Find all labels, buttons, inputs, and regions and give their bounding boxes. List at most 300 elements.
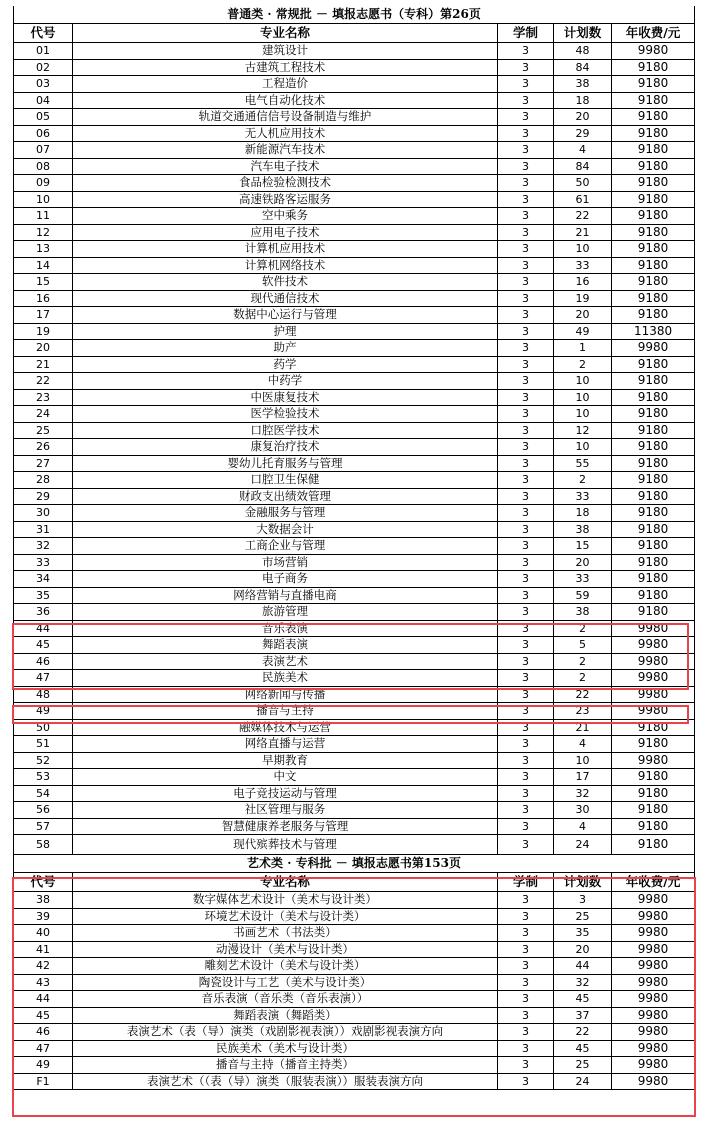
major-name-cell: 雕刻艺术设计（美术与设计类）	[73, 958, 498, 975]
plan-count-cell: 5	[554, 637, 612, 654]
duration-cell: 3	[498, 769, 554, 786]
annual-fee-cell: 9180	[612, 488, 695, 505]
duration-cell: 3	[498, 191, 554, 208]
duration-cell: 3	[498, 373, 554, 390]
annual-fee-cell: 9980	[612, 1040, 695, 1057]
duration-cell: 3	[498, 158, 554, 175]
annual-fee-cell: 9180	[612, 389, 695, 406]
code-cell: 30	[14, 505, 73, 522]
code-cell: 09	[14, 175, 73, 192]
duration-cell: 3	[498, 653, 554, 670]
major-name-cell: 民族美术（美术与设计类）	[73, 1040, 498, 1057]
table-row	[14, 224, 695, 241]
major-name-cell: 表演艺术（（表（导）演类（服装表演））服装表演方向	[73, 1073, 498, 1090]
code-cell: 33	[14, 554, 73, 571]
duration-cell: 3	[498, 958, 554, 975]
table-row	[14, 208, 695, 225]
major-name-cell: 古建筑工程技术	[73, 59, 498, 76]
code-cell: 11	[14, 208, 73, 225]
major-name-cell: 口腔卫生保健	[73, 472, 498, 489]
major-name-cell: 高速铁路客运服务	[73, 191, 498, 208]
annual-fee-cell: 9980	[612, 637, 695, 654]
annual-fee-cell: 9980	[612, 892, 695, 909]
code-cell: 50	[14, 719, 73, 736]
duration-cell: 3	[498, 554, 554, 571]
plan-count-cell: 18	[554, 505, 612, 522]
table-row	[14, 43, 695, 60]
major-name-cell: 融媒体技术与运营	[73, 719, 498, 736]
code-cell: 22	[14, 373, 73, 390]
table-row	[14, 323, 695, 340]
major-name-cell: 现代通信技术	[73, 290, 498, 307]
code-cell: 46	[14, 1024, 73, 1041]
plan-count-cell: 17	[554, 769, 612, 786]
annual-fee-cell: 9980	[612, 1073, 695, 1090]
major-name-cell: 播音与主持	[73, 703, 498, 720]
duration-cell: 3	[498, 323, 554, 340]
annual-fee-cell: 9180	[612, 472, 695, 489]
plan-count-cell: 20	[554, 109, 612, 126]
code-cell: 56	[14, 802, 73, 819]
code-cell: 41	[14, 941, 73, 958]
plan-count-cell: 84	[554, 158, 612, 175]
code-cell: 38	[14, 892, 73, 909]
plan-count-cell: 38	[554, 604, 612, 621]
annual-fee-cell: 9180	[612, 59, 695, 76]
plan-count-cell: 33	[554, 571, 612, 588]
annual-fee-cell: 9180	[612, 274, 695, 291]
duration-cell: 3	[498, 142, 554, 159]
annual-fee-cell: 9180	[612, 109, 695, 126]
duration-cell: 3	[498, 892, 554, 909]
annual-fee-header: 年收费/元	[612, 24, 695, 43]
code-cell: 28	[14, 472, 73, 489]
duration-cell: 3	[498, 670, 554, 687]
table-row	[14, 769, 695, 786]
annual-fee-cell: 9180	[612, 290, 695, 307]
plan-count-cell: 37	[554, 1007, 612, 1024]
annual-fee-cell: 9180	[612, 142, 695, 159]
plan-count-cell: 48	[554, 43, 612, 60]
annual-fee-cell: 9980	[612, 653, 695, 670]
duration-cell: 3	[498, 92, 554, 109]
code-cell: 24	[14, 406, 73, 423]
major-name-cell: 汽车电子技术	[73, 158, 498, 175]
major-name-cell: 金融服务与管理	[73, 505, 498, 522]
major-name-cell: 表演艺术	[73, 653, 498, 670]
major-name-cell: 陶瓷设计与工艺（美术与设计类）	[73, 974, 498, 991]
annual-fee-cell: 9980	[612, 1007, 695, 1024]
major-name-cell: 中药学	[73, 373, 498, 390]
major-name-cell: 护理	[73, 323, 498, 340]
plan-count-cell: 44	[554, 958, 612, 975]
duration-cell: 3	[498, 224, 554, 241]
annual-fee-cell: 9980	[612, 752, 695, 769]
duration-cell: 3	[498, 521, 554, 538]
major-name-cell: 计算机网络技术	[73, 257, 498, 274]
annual-fee-cell: 9980	[612, 43, 695, 60]
annual-fee-header: 年收费/元	[612, 873, 695, 892]
major-name-header: 专业名称	[73, 873, 498, 892]
code-cell: 27	[14, 455, 73, 472]
annual-fee-cell: 9180	[612, 307, 695, 324]
code-cell: 43	[14, 974, 73, 991]
code-cell: 29	[14, 488, 73, 505]
code-cell: 02	[14, 59, 73, 76]
table-row	[14, 389, 695, 406]
code-cell: 10	[14, 191, 73, 208]
duration-cell: 3	[498, 257, 554, 274]
table-row	[14, 307, 695, 324]
code-cell: 58	[14, 835, 73, 855]
plan-count-cell: 10	[554, 439, 612, 456]
duration-cell: 3	[498, 472, 554, 489]
annual-fee-cell: 9180	[612, 241, 695, 258]
duration-cell: 3	[498, 620, 554, 637]
header-row	[14, 873, 695, 892]
duration-cell: 3	[498, 307, 554, 324]
duration-cell: 3	[498, 505, 554, 522]
table-row	[14, 736, 695, 753]
plan-count-cell: 23	[554, 703, 612, 720]
code-cell: 26	[14, 439, 73, 456]
table-row	[14, 158, 695, 175]
table-row	[14, 488, 695, 505]
major-name-cell: 数据中心运行与管理	[73, 307, 498, 324]
plan-count-cell: 38	[554, 76, 612, 93]
plan-count-cell: 59	[554, 587, 612, 604]
code-cell: 40	[14, 925, 73, 942]
annual-fee-cell: 9980	[612, 908, 695, 925]
table-row	[14, 719, 695, 736]
table-row	[14, 785, 695, 802]
plan-count-cell: 18	[554, 92, 612, 109]
section-title-row	[14, 6, 695, 24]
major-name-cell: 医学检验技术	[73, 406, 498, 423]
duration-cell: 3	[498, 818, 554, 835]
major-name-cell: 大数据会计	[73, 521, 498, 538]
major-name-cell: 电子商务	[73, 571, 498, 588]
plan-count-cell: 61	[554, 191, 612, 208]
table-row	[14, 191, 695, 208]
code-cell: 53	[14, 769, 73, 786]
table-row	[14, 892, 695, 909]
table-row	[14, 257, 695, 274]
plan-count-cell: 2	[554, 670, 612, 687]
major-name-cell: 网络新闻与传播	[73, 686, 498, 703]
annual-fee-cell: 9180	[612, 554, 695, 571]
code-cell: 32	[14, 538, 73, 555]
plan-count-cell: 10	[554, 389, 612, 406]
table-row	[14, 653, 695, 670]
annual-fee-cell: 9180	[612, 571, 695, 588]
duration-cell: 3	[498, 59, 554, 76]
duration-cell: 3	[498, 604, 554, 621]
major-name-cell: 音乐表演	[73, 620, 498, 637]
annual-fee-cell: 9980	[612, 686, 695, 703]
plan-count-cell: 21	[554, 224, 612, 241]
code-cell: 20	[14, 340, 73, 357]
plan-count-cell: 33	[554, 488, 612, 505]
code-cell: 12	[14, 224, 73, 241]
annual-fee-cell: 9180	[612, 587, 695, 604]
code-header: 代号	[14, 24, 73, 43]
code-cell: 06	[14, 125, 73, 142]
duration-header: 学制	[498, 24, 554, 43]
table-row	[14, 752, 695, 769]
table-row	[14, 703, 695, 720]
duration-cell: 3	[498, 991, 554, 1008]
plan-count-cell: 19	[554, 290, 612, 307]
plan-count-cell: 30	[554, 802, 612, 819]
plan-count-cell: 2	[554, 620, 612, 637]
table-row	[14, 274, 695, 291]
duration-cell: 3	[498, 925, 554, 942]
annual-fee-cell: 9180	[612, 422, 695, 439]
major-name-cell: 智慧健康养老服务与管理	[73, 818, 498, 835]
plan-count-cell: 24	[554, 835, 612, 855]
annual-fee-cell: 9180	[612, 604, 695, 621]
plan-count-cell: 50	[554, 175, 612, 192]
major-name-cell: 舞蹈表演	[73, 637, 498, 654]
annual-fee-cell: 9180	[612, 406, 695, 423]
major-name-cell: 食品检验检测技术	[73, 175, 498, 192]
table-row	[14, 422, 695, 439]
major-name-cell: 电气自动化技术	[73, 92, 498, 109]
duration-cell: 3	[498, 1007, 554, 1024]
major-name-cell: 康复治疗技术	[73, 439, 498, 456]
duration-cell: 3	[498, 290, 554, 307]
table-row	[14, 109, 695, 126]
code-cell: 39	[14, 908, 73, 925]
duration-cell: 3	[498, 703, 554, 720]
annual-fee-cell: 9980	[612, 958, 695, 975]
annual-fee-cell: 9180	[612, 835, 695, 855]
duration-cell: 3	[498, 538, 554, 555]
major-name-cell: 网络营销与直播电商	[73, 587, 498, 604]
table-row	[14, 142, 695, 159]
annual-fee-cell: 9180	[612, 719, 695, 736]
major-name-cell: 旅游管理	[73, 604, 498, 621]
duration-cell: 3	[498, 109, 554, 126]
major-name-cell: 环境艺术设计（美术与设计类）	[73, 908, 498, 925]
code-cell: 54	[14, 785, 73, 802]
code-cell: 48	[14, 686, 73, 703]
table-row	[14, 1007, 695, 1024]
table-row	[14, 835, 695, 855]
annual-fee-cell: 11380	[612, 323, 695, 340]
major-name-cell: 现代殡葬技术与管理	[73, 835, 498, 855]
code-cell: 44	[14, 620, 73, 637]
duration-cell: 3	[498, 241, 554, 258]
table-row	[14, 59, 695, 76]
duration-cell: 3	[498, 208, 554, 225]
plan-count-cell: 25	[554, 1057, 612, 1074]
table-row	[14, 604, 695, 621]
plan-count-cell: 2	[554, 653, 612, 670]
table-row	[14, 340, 695, 357]
table-row	[14, 587, 695, 604]
plan-count-cell: 24	[554, 1073, 612, 1090]
annual-fee-cell: 9180	[612, 158, 695, 175]
duration-cell: 3	[498, 941, 554, 958]
annual-fee-cell: 9980	[612, 925, 695, 942]
annual-fee-cell: 9180	[612, 818, 695, 835]
table-row	[14, 941, 695, 958]
duration-cell: 3	[498, 736, 554, 753]
duration-cell: 3	[498, 422, 554, 439]
plan-count-cell: 49	[554, 323, 612, 340]
annual-fee-cell: 9980	[612, 1057, 695, 1074]
major-name-cell: 工程造价	[73, 76, 498, 93]
code-cell: 44	[14, 991, 73, 1008]
table-row	[14, 1024, 695, 1041]
code-cell: 45	[14, 1007, 73, 1024]
major-name-cell: 口腔医学技术	[73, 422, 498, 439]
major-name-cell: 音乐表演（音乐类（音乐表演））	[73, 991, 498, 1008]
annual-fee-cell: 9180	[612, 356, 695, 373]
plan-count-cell: 45	[554, 1040, 612, 1057]
major-name-cell: 软件技术	[73, 274, 498, 291]
table-row	[14, 802, 695, 819]
major-name-cell: 无人机应用技术	[73, 125, 498, 142]
plan-count-cell: 20	[554, 941, 612, 958]
annual-fee-cell: 9180	[612, 538, 695, 555]
major-name-cell: 电子竞技运动与管理	[73, 785, 498, 802]
duration-cell: 3	[498, 356, 554, 373]
annual-fee-cell: 9180	[612, 224, 695, 241]
major-name-cell: 轨道交通通信信号设备制造与维护	[73, 109, 498, 126]
major-name-cell: 助产	[73, 340, 498, 357]
annual-fee-cell: 9180	[612, 736, 695, 753]
plan-count-cell: 10	[554, 241, 612, 258]
plan-count-cell: 3	[554, 892, 612, 909]
plan-count-cell: 4	[554, 142, 612, 159]
annual-fee-cell: 9180	[612, 785, 695, 802]
code-cell: 49	[14, 1057, 73, 1074]
major-name-cell: 数字媒体艺术设计（美术与设计类）	[73, 892, 498, 909]
plan-count-cell: 1	[554, 340, 612, 357]
code-cell: 25	[14, 422, 73, 439]
code-cell: 13	[14, 241, 73, 258]
code-cell: 36	[14, 604, 73, 621]
plan-count-cell: 2	[554, 472, 612, 489]
code-cell: 19	[14, 323, 73, 340]
annual-fee-cell: 9180	[612, 455, 695, 472]
table-row	[14, 908, 695, 925]
major-name-cell: 动漫设计（美术与设计类）	[73, 941, 498, 958]
table-row	[14, 356, 695, 373]
plan-count-cell: 2	[554, 356, 612, 373]
major-name-cell: 民族美术	[73, 670, 498, 687]
major-name-cell: 社区管理与服务	[73, 802, 498, 819]
duration-cell: 3	[498, 406, 554, 423]
duration-cell: 3	[498, 1073, 554, 1090]
annual-fee-cell: 9180	[612, 175, 695, 192]
plan-count-cell: 29	[554, 125, 612, 142]
section-title-row	[14, 855, 695, 873]
plan-count-cell: 22	[554, 686, 612, 703]
table-row	[14, 505, 695, 522]
duration-cell: 3	[498, 439, 554, 456]
code-cell: 46	[14, 653, 73, 670]
table-row	[14, 538, 695, 555]
annual-fee-cell: 9980	[612, 620, 695, 637]
plan-count-cell: 25	[554, 908, 612, 925]
annual-fee-cell: 9180	[612, 521, 695, 538]
major-name-cell: 播音与主持（播音主持类）	[73, 1057, 498, 1074]
table-row	[14, 472, 695, 489]
code-cell: 17	[14, 307, 73, 324]
duration-cell: 3	[498, 488, 554, 505]
annual-fee-cell: 9980	[612, 703, 695, 720]
table-row	[14, 620, 695, 637]
plan-count-cell: 10	[554, 752, 612, 769]
code-cell: 23	[14, 389, 73, 406]
code-cell: 51	[14, 736, 73, 753]
plan-count-cell: 22	[554, 1024, 612, 1041]
table-row	[14, 958, 695, 975]
table-row	[14, 439, 695, 456]
annual-fee-cell: 9180	[612, 208, 695, 225]
plan-count-cell: 45	[554, 991, 612, 1008]
duration-cell: 3	[498, 785, 554, 802]
annual-fee-cell: 9980	[612, 941, 695, 958]
duration-cell: 3	[498, 587, 554, 604]
plan-count-cell: 15	[554, 538, 612, 555]
duration-cell: 3	[498, 274, 554, 291]
annual-fee-cell: 9980	[612, 1024, 695, 1041]
duration-cell: 3	[498, 637, 554, 654]
plan-count-cell: 38	[554, 521, 612, 538]
code-cell: 14	[14, 257, 73, 274]
plan-count-cell: 20	[554, 554, 612, 571]
table-row	[14, 974, 695, 991]
plan-count-cell: 10	[554, 373, 612, 390]
major-name-cell: 工商企业与管理	[73, 538, 498, 555]
duration-cell: 3	[498, 686, 554, 703]
section-title: 艺术类 · 专科批 － 填报志愿书第153页	[14, 855, 695, 873]
annual-fee-cell: 9180	[612, 373, 695, 390]
major-name-cell: 书画艺术（书法类）	[73, 925, 498, 942]
major-name-cell: 表演艺术（表（导）演类（戏剧影视表演））戏剧影视表演方向	[73, 1024, 498, 1041]
table-row	[14, 290, 695, 307]
plan-count-cell: 84	[554, 59, 612, 76]
major-name-cell: 中文	[73, 769, 498, 786]
plan-count-cell: 12	[554, 422, 612, 439]
code-cell: 31	[14, 521, 73, 538]
table-row	[14, 76, 695, 93]
major-name-header: 专业名称	[73, 24, 498, 43]
annual-fee-cell: 9180	[612, 257, 695, 274]
annual-fee-cell: 9180	[612, 92, 695, 109]
plan-count-cell: 4	[554, 818, 612, 835]
code-cell: 52	[14, 752, 73, 769]
duration-cell: 3	[498, 752, 554, 769]
annual-fee-cell: 9980	[612, 991, 695, 1008]
table-row	[14, 455, 695, 472]
table-row	[14, 125, 695, 142]
annual-fee-cell: 9180	[612, 769, 695, 786]
code-cell: 04	[14, 92, 73, 109]
major-name-cell: 空中乘务	[73, 208, 498, 225]
art-batch-table	[13, 855, 695, 1090]
duration-cell: 3	[498, 175, 554, 192]
major-name-cell: 计算机应用技术	[73, 241, 498, 258]
table-row	[14, 92, 695, 109]
code-cell: 45	[14, 637, 73, 654]
admission-plan-sheet	[13, 6, 694, 1090]
